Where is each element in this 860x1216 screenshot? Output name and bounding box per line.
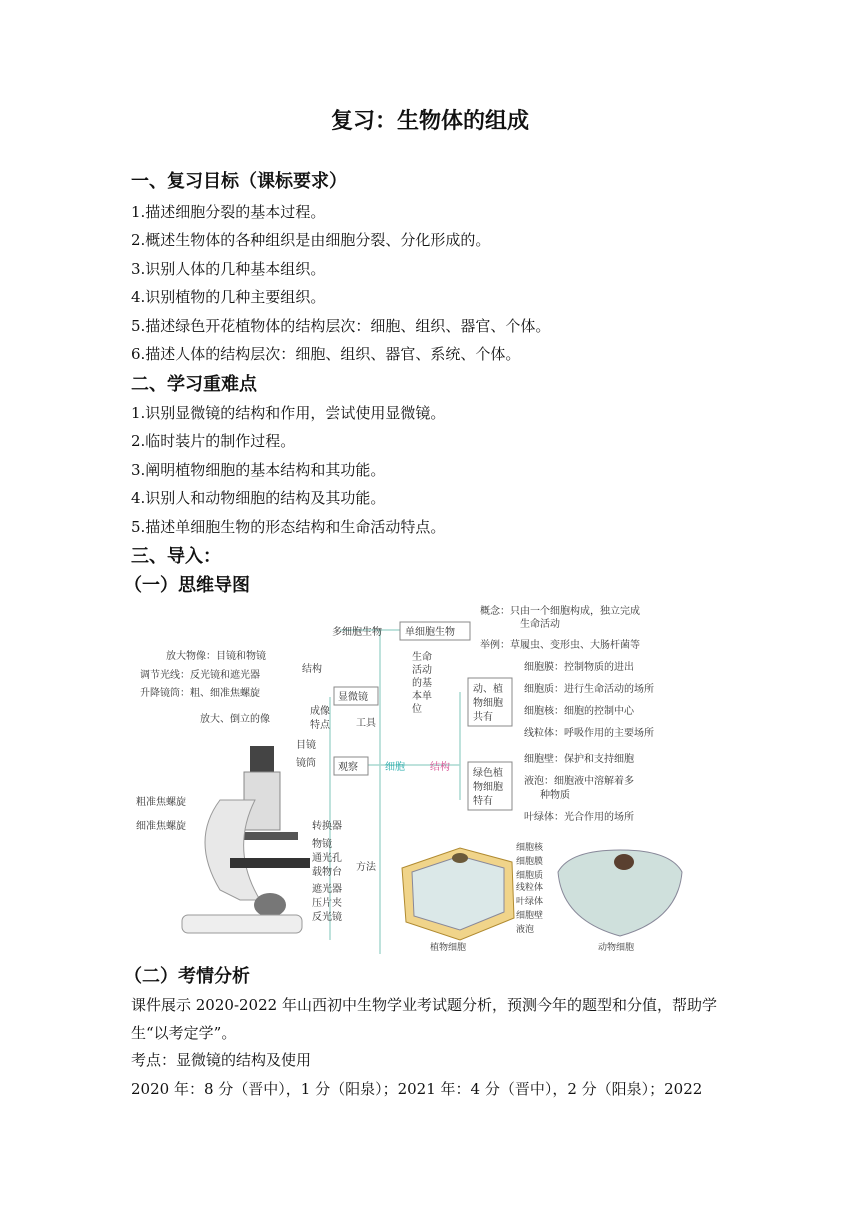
- mm-examples: 举例：草履虫、变形虫、大肠杆菌等: [480, 640, 640, 651]
- section1-heading: 一、复习目标（课标要求）: [131, 171, 347, 192]
- mm-concept: 概念：只由一个细胞构成，独立完成: [480, 606, 640, 617]
- mm-tool: 工具: [356, 718, 376, 729]
- mm-cell-label-1: 细胞核: [516, 843, 544, 853]
- mm-basic-unit-2: 活动: [412, 665, 432, 676]
- mm-basic-unit-1: 生命: [412, 652, 432, 663]
- microscope-drawing: [182, 746, 310, 933]
- mm-animal-cell-caption: 动物细胞: [598, 943, 635, 953]
- mm-nucleus: 细胞核：细胞的控制中心: [524, 706, 634, 717]
- mindmap-subheading: （一）思维导图: [124, 575, 250, 596]
- mm-cell-label-3: 细胞质: [516, 871, 544, 881]
- mm-wall: 细胞壁：保护和支持细胞: [524, 754, 634, 765]
- mm-vacuole-2: 种物质: [540, 790, 570, 801]
- mm-light: 调节光线：反光镜和遮光器: [140, 670, 260, 681]
- mm-chloro: 叶绿体：光合作用的场所: [524, 812, 634, 823]
- mm-objective: 物镜: [312, 839, 332, 850]
- mm-plant-2: 物细胞: [473, 782, 503, 793]
- mm-diaphragm: 遮光器: [312, 884, 342, 895]
- mm-shared-3: 共有: [473, 712, 493, 723]
- mm-multi-cell: 多细胞生物: [332, 627, 382, 638]
- goal-item-5: 5.描述绿色开花植物体的结构层次：细胞、组织、器官、个体。: [131, 317, 551, 335]
- mm-aperture: 通光孔: [312, 853, 342, 864]
- mm-single-cell: 单细胞生物: [405, 627, 455, 638]
- key-item-4: 4.识别人和动物细胞的结构及其功能。: [131, 489, 386, 507]
- goal-item-6: 6.描述人体的结构层次：细胞、组织、器官、系统、个体。: [131, 345, 521, 363]
- mm-coarse: 粗准焦螺旋: [136, 797, 186, 808]
- mm-cell-label-7: 液泡: [516, 925, 535, 935]
- mm-observe: 观察: [338, 762, 358, 773]
- mm-magnify: 放大物像：目镜和物镜: [166, 651, 266, 662]
- mm-inverted: 放大、倒立的像: [200, 714, 270, 725]
- mm-shared-1: 动、植: [473, 684, 503, 695]
- mind-map-figure: [130, 600, 692, 954]
- goal-item-3: 3.识别人体的几种基本组织。: [131, 260, 326, 278]
- exam-point: 考点：显微镜的结构及使用: [131, 1051, 312, 1069]
- mm-stage: 载物台: [312, 867, 342, 878]
- animal-cell-drawing: [558, 850, 682, 936]
- mm-nosepiece: 转换器: [312, 821, 342, 832]
- analysis-subheading: （二）考情分析: [124, 966, 250, 987]
- mm-feature: 特点: [310, 720, 330, 731]
- goal-item-4: 4.识别植物的几种主要组织。: [131, 288, 326, 306]
- goal-item-1: 1.描述细胞分裂的基本过程。: [131, 203, 326, 221]
- mm-tube: 镜筒: [296, 758, 316, 769]
- key-item-5: 5.描述单细胞生物的形态结构和生命活动特点。: [131, 518, 446, 536]
- goal-item-2: 2.概述生物体的各种组织是由细胞分裂、分化形成的。: [131, 231, 491, 249]
- mm-method: 方法: [356, 862, 376, 873]
- key-item-3: 3.阐明植物细胞的基本结构和其功能。: [131, 461, 386, 479]
- mm-cytoplasm: 细胞质：进行生命活动的场所: [524, 684, 654, 695]
- mm-basic-unit-4: 本单: [412, 691, 432, 702]
- mm-cell: 细胞: [385, 762, 405, 773]
- mm-eyepiece: 目镜: [296, 740, 316, 751]
- mm-plant-3: 特有: [473, 796, 493, 807]
- mm-mito: 线粒体：呼吸作用的主要场所: [524, 728, 654, 739]
- mm-fine: 细准焦螺旋: [136, 821, 186, 832]
- key-item-2: 2.临时装片的制作过程。: [131, 432, 296, 450]
- mm-cell-label-2: 细胞膜: [516, 857, 544, 867]
- mm-basic-unit-5: 位: [412, 704, 422, 715]
- exam-scores: 2020 年：8 分（晋中），1 分（阳泉）；2021 年：4 分（晋中），2 分（阳泉）；2022: [131, 1080, 703, 1098]
- section2-heading: 二、学习重难点: [131, 374, 257, 395]
- mm-membrane: 细胞膜：控制物质的进出: [524, 662, 634, 673]
- plant-cell-drawing: [402, 848, 514, 940]
- mm-concept-2: 生命活动: [520, 619, 560, 630]
- mm-cell-label-4: 线粒体: [516, 883, 544, 893]
- mm-shared-2: 物细胞: [473, 698, 503, 709]
- section3-heading: 三、导入：: [131, 546, 221, 567]
- mm-microscope: 显微镜: [338, 692, 368, 703]
- mm-cell-label-5: 叶绿体: [516, 897, 544, 907]
- mm-structure: 结构: [302, 664, 322, 675]
- analysis-paragraph: 课件展示 2020-2022 年山西初中生物学业考试题分析，预测今年的题型和分值，帮助学生“以考定学”。: [131, 996, 717, 1042]
- mm-cell-label-6: 细胞壁: [516, 911, 544, 921]
- mm-plant-cell-caption: 植物细胞: [430, 943, 467, 953]
- mm-plant-1: 绿色植: [473, 768, 503, 779]
- page-title: 复习：生物体的组成: [330, 109, 529, 134]
- mm-struct2: 结构: [430, 762, 450, 773]
- mm-mirror: 反光镜: [312, 912, 342, 923]
- mm-focus: 升降镜筒：粗、细准焦螺旋: [140, 688, 260, 699]
- mm-basic-unit-3: 的基: [412, 678, 432, 689]
- mm-vacuole: 液泡：细胞液中溶解着多: [524, 776, 634, 787]
- key-item-1: 1.识别显微镜的结构和作用，尝试使用显微镜。: [131, 404, 446, 422]
- mm-imaging: 成像: [310, 706, 330, 717]
- mm-clip: 压片夹: [312, 898, 342, 909]
